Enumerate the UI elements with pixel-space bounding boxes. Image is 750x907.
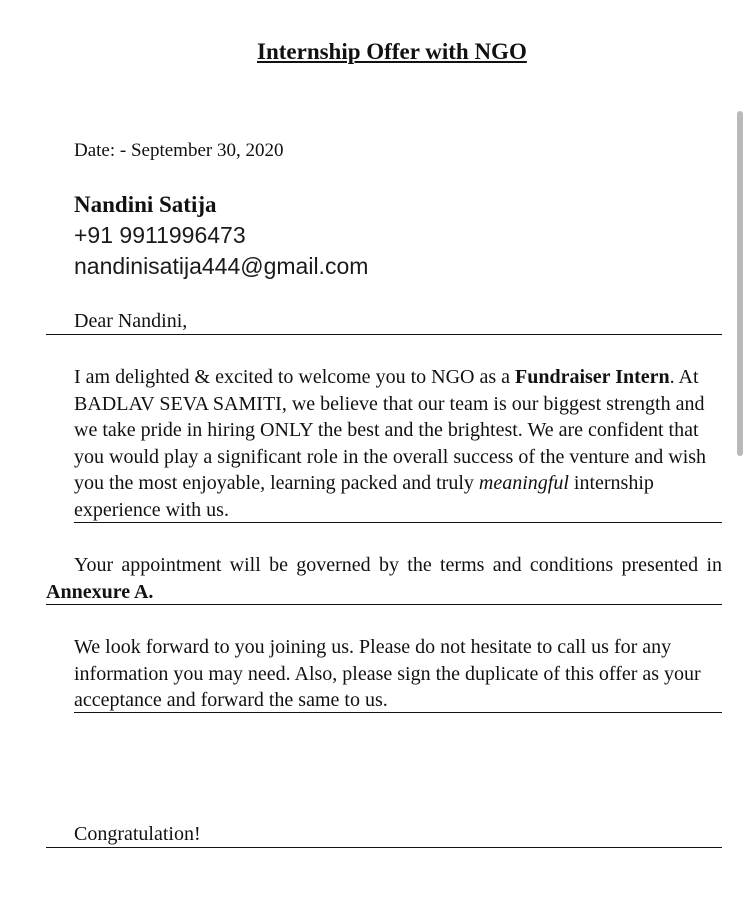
letter-date: Date: - September 30, 2020 bbox=[74, 140, 284, 161]
welcome-paragraph bbox=[74, 364, 724, 523]
divider-greeting bbox=[46, 334, 722, 335]
recipient-name: Nandini Satija bbox=[74, 192, 217, 217]
welcome-end: internship experience with us. bbox=[74, 472, 654, 521]
greeting: Dear Nandini, bbox=[74, 310, 188, 332]
annexure-reference: Annexure A. bbox=[46, 580, 154, 603]
closing-paragraph: We look forward to you joining us. Please do not hesitate to call us for any information you may need. Also, please sign the duplicate of this offer as your acceptance and forward the same to us. bbox=[74, 636, 701, 711]
divider-closing bbox=[74, 712, 722, 713]
divider-congratulation bbox=[46, 847, 722, 848]
terms-paragraph bbox=[46, 552, 722, 605]
welcome-intro: I am delighted & excited to welcome you to NGO as a bbox=[74, 366, 515, 388]
divider-welcome bbox=[74, 522, 722, 523]
welcome-body: . At BADLAV SEVA SAMITI, we believe that our team is our biggest strength and we take pride in hiring ONLY the best and the brightest. We are confident that you would play a significant role in the overall success of the venture and wish you the most enjoyable, learning packed and truly bbox=[74, 366, 707, 494]
letter-title: Internship Offer with NGO bbox=[257, 39, 527, 64]
congratulation-text: Congratulation! bbox=[74, 823, 201, 845]
vertical-scrollbar[interactable] bbox=[737, 111, 743, 456]
recipient-phone: +91 9911996473 bbox=[74, 222, 246, 248]
divider-terms bbox=[46, 604, 722, 605]
emphasis-word: meaningful bbox=[478, 472, 569, 494]
role-title: Fundraiser Intern bbox=[515, 366, 670, 388]
terms-text: Your appointment will be governed by the terms and conditions presented in bbox=[74, 554, 722, 576]
recipient-email: nandinisatija444@gmail.com bbox=[74, 253, 369, 279]
